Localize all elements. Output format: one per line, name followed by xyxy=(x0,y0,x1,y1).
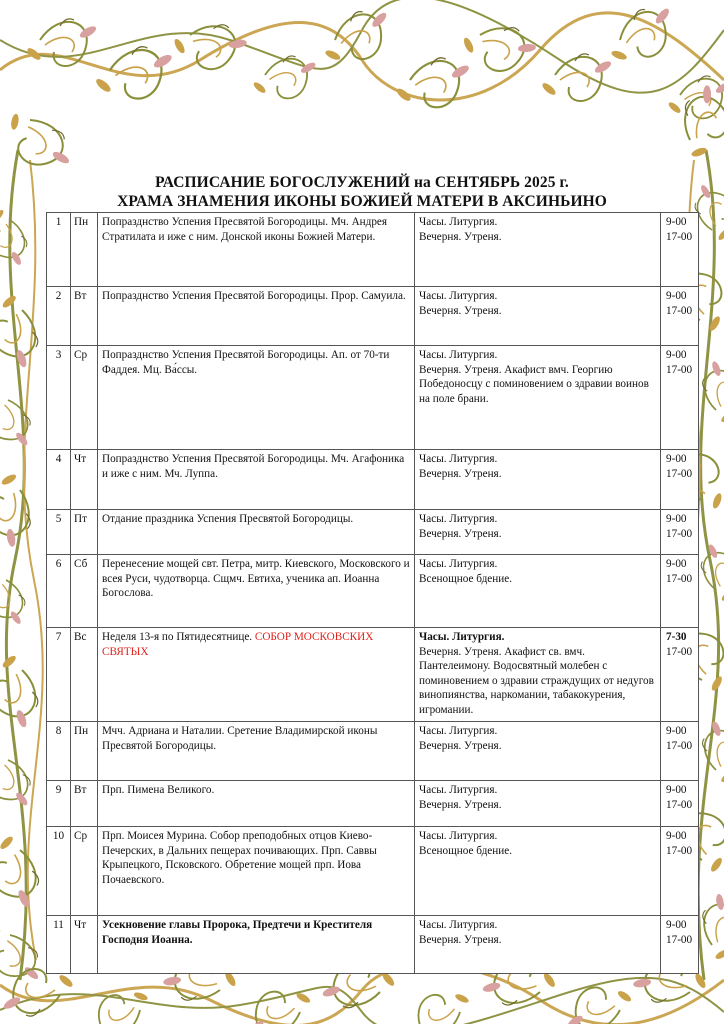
service-cell xyxy=(415,628,661,722)
date-cell: 2 xyxy=(47,287,71,346)
date-cell: 7 xyxy=(47,628,71,722)
service-line: Вечерня. Утреня. Акафист вмч. Георгию Победоносцу с поминовением о здравии воинов на поле брани. xyxy=(419,363,649,405)
weekday-cell: Пт xyxy=(71,510,98,555)
time-line: 9-00 xyxy=(666,453,687,465)
service-line: Часы. Литургия. xyxy=(419,513,498,525)
table-row xyxy=(47,346,699,450)
time-line: 17-00 xyxy=(666,798,693,811)
time-line: 9-00 xyxy=(666,725,687,737)
table-row xyxy=(47,213,699,287)
service-line: Всенощное бдение. xyxy=(419,844,513,857)
service-line: Часы. Литургия. xyxy=(419,830,498,842)
time-line: 17-00 xyxy=(666,304,693,317)
feast-cell: Прп. Пимена Великого. xyxy=(98,781,415,827)
date-cell: 10 xyxy=(47,827,71,916)
weekday-cell: Чт xyxy=(71,450,98,510)
table-row xyxy=(47,781,699,827)
time-line: 9-00 xyxy=(666,290,687,302)
weekday-cell: Ср xyxy=(71,827,98,916)
feast-cell: Попразднство Успения Пресвятой Богородицы. Прор. Самуила. xyxy=(98,287,415,346)
time-line: 17-00 xyxy=(666,933,693,946)
service-line: Вечерня. Утреня. xyxy=(419,933,502,946)
time-cell xyxy=(661,213,699,287)
table-row xyxy=(47,628,699,722)
page-title: РАСПИСАНИЕ БОГОСЛУЖЕНИЙ на СЕНТЯБРЬ 2025 г. xyxy=(155,174,569,191)
service-line: Вечерня. Утреня. xyxy=(419,739,502,752)
date-cell: 8 xyxy=(47,722,71,781)
schedule-header xyxy=(0,173,724,211)
time-line: 9-00 xyxy=(666,216,687,228)
service-cell xyxy=(415,346,661,450)
page-subtitle: ХРАМА ЗНАМЕНИЯ ИКОНЫ БОЖИЕЙ МАТЕРИ В АКСИНЬИНО xyxy=(117,193,607,210)
date-cell: 4 xyxy=(47,450,71,510)
time-cell xyxy=(661,827,699,916)
time-cell xyxy=(661,450,699,510)
service-cell xyxy=(415,450,661,510)
date-cell: 9 xyxy=(47,781,71,827)
service-line: Часы. Литургия. xyxy=(419,558,498,570)
service-line-bold: Часы. Литургия. xyxy=(419,631,505,643)
weekday-cell: Вт xyxy=(71,781,98,827)
weekday-cell: Сб xyxy=(71,555,98,628)
service-line: Часы. Литургия. xyxy=(419,725,498,737)
service-cell xyxy=(415,510,661,555)
service-line: Часы. Литургия. xyxy=(419,290,498,302)
table-row xyxy=(47,827,699,916)
time-line: 17-00 xyxy=(666,844,693,857)
time-cell xyxy=(661,555,699,628)
time-line-bold: 7-30 xyxy=(666,631,687,643)
time-line: 9-00 xyxy=(666,513,687,525)
date-cell: 1 xyxy=(47,213,71,287)
service-cell xyxy=(415,555,661,628)
weekday-cell: Пн xyxy=(71,213,98,287)
weekday-cell: Чт xyxy=(71,916,98,974)
weekday-cell: Вт xyxy=(71,287,98,346)
time-cell xyxy=(661,722,699,781)
schedule-table xyxy=(46,212,699,974)
time-line: 17-00 xyxy=(666,645,693,658)
date-cell: 5 xyxy=(47,510,71,555)
table-row xyxy=(47,287,699,346)
time-line: 17-00 xyxy=(666,467,693,480)
time-line: 9-00 xyxy=(666,349,687,361)
service-cell xyxy=(415,213,661,287)
service-cell xyxy=(415,827,661,916)
time-line: 9-00 xyxy=(666,919,687,931)
service-line: Часы. Литургия. xyxy=(419,216,498,228)
table-row xyxy=(47,510,699,555)
time-line: 9-00 xyxy=(666,784,687,796)
date-cell: 11 xyxy=(47,916,71,974)
service-line: Вечерня. Утреня. xyxy=(419,798,502,811)
time-line: 17-00 xyxy=(666,572,693,585)
weekday-cell: Пн xyxy=(71,722,98,781)
feast-cell: Попразднство Успения Пресвятой Богородицы. Ап. от 70-ти Фаддея. Мц. Ва́ссы. xyxy=(98,346,415,450)
weekday-cell: Ср xyxy=(71,346,98,450)
service-cell xyxy=(415,781,661,827)
feast-cell: Прп. Моисея Мурина. Собор преподобных отцов Киево-Печерских, в Дальних пещерах почивающих. Прп. Саввы Крыпецкого, Псковского. Обретение мощей прп. Иова Почаевского. xyxy=(98,827,415,916)
feast-cell: Усекновение главы Пророка, Предтечи и Крестителя Господня Иоанна. xyxy=(98,916,415,974)
time-cell xyxy=(661,346,699,450)
feast-cell: Попразднство Успения Пресвятой Богородицы. Мч. Андрея Стратилата и иже с ним. Донской иконы Божией Матери. xyxy=(98,213,415,287)
time-line: 17-00 xyxy=(666,527,693,540)
time-line: 9-00 xyxy=(666,558,687,570)
feast-highlight: СОБОР МОСКОВСКИХ СВЯТЫХ xyxy=(102,631,374,658)
feast-cell: Мчч. Адриана и Наталии. Сретение Владимирской иконы Пресвятой Богородицы. xyxy=(98,722,415,781)
service-cell xyxy=(415,287,661,346)
service-line: Часы. Литургия. xyxy=(419,919,498,931)
feast-cell: Перенесение мощей свт. Петра, митр. Киевского, Московского и всея Руси, чудотворца. Сщмч. Евтиха, ученика ап. Иоанна Богослова. xyxy=(98,555,415,628)
feast-text: Неделя 13-я по Пятидесятнице. xyxy=(102,631,253,643)
service-line: Вечерня. Утреня. xyxy=(419,467,502,480)
time-cell xyxy=(661,781,699,827)
date-cell: 6 xyxy=(47,555,71,628)
time-cell xyxy=(661,510,699,555)
time-cell xyxy=(661,287,699,346)
time-line: 17-00 xyxy=(666,739,693,752)
service-cell xyxy=(415,722,661,781)
service-line: Часы. Литургия. xyxy=(419,784,498,796)
table-row xyxy=(47,450,699,510)
table-row xyxy=(47,916,699,974)
feast-cell xyxy=(98,628,415,722)
service-line: Часы. Литургия. xyxy=(419,453,498,465)
table-row xyxy=(47,555,699,628)
schedule-table-wrapper xyxy=(46,212,698,974)
service-line: Вечерня. Утреня. Акафист св. вмч. Пантелеимону. Водосвятный молебен с поминовением о здравии страждущих от недугов винопиянства, наркомании, табакокурения, игромании. xyxy=(419,645,654,716)
time-line: 17-00 xyxy=(666,363,693,376)
time-cell xyxy=(661,916,699,974)
service-line: Вечерня. Утреня. xyxy=(419,304,502,317)
service-line: Часы. Литургия. xyxy=(419,349,498,361)
weekday-cell: Вс xyxy=(71,628,98,722)
feast-cell: Отдание праздника Успения Пресвятой Богородицы. xyxy=(98,510,415,555)
feast-cell: Попразднство Успения Пресвятой Богородицы. Мч. Агафоника и иже с ним. Мч. Луппа. xyxy=(98,450,415,510)
time-line: 17-00 xyxy=(666,230,693,243)
service-line: Вечерня. Утреня. xyxy=(419,527,502,540)
time-cell xyxy=(661,628,699,722)
date-cell: 3 xyxy=(47,346,71,450)
service-cell xyxy=(415,916,661,974)
table-row xyxy=(47,722,699,781)
service-line: Всенощное бдение. xyxy=(419,572,513,585)
service-line: Вечерня. Утреня. xyxy=(419,230,502,243)
time-line: 9-00 xyxy=(666,830,687,842)
